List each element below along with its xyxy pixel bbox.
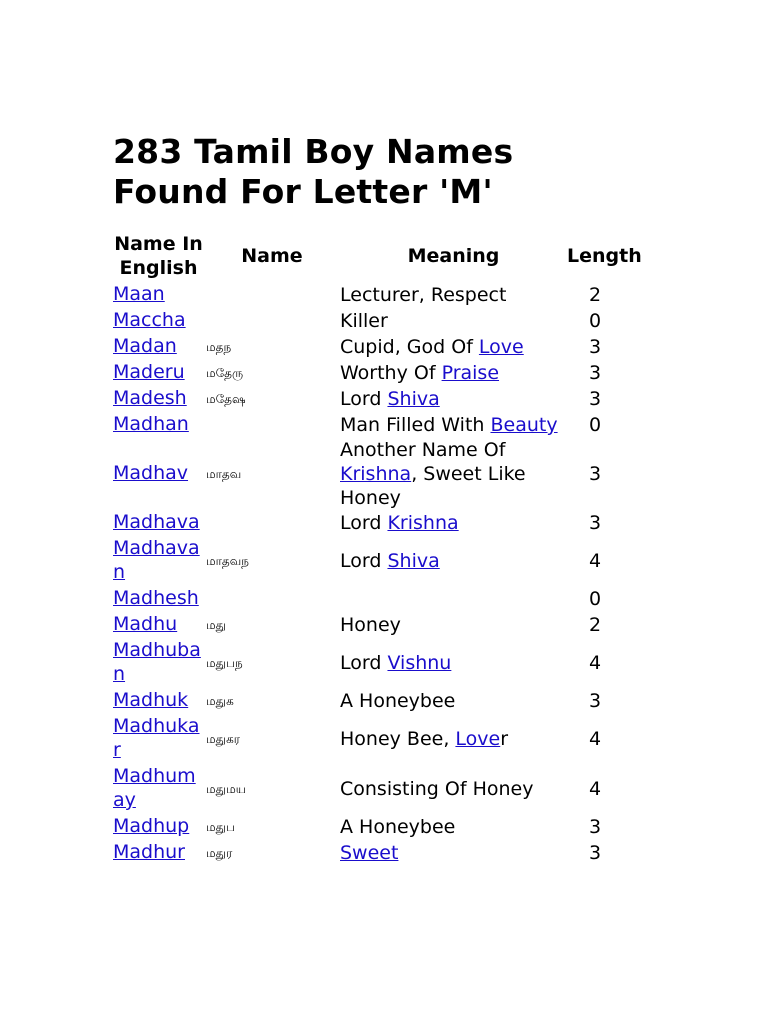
name-link[interactable]: Madhuban <box>113 639 201 685</box>
name-link[interactable]: Madan <box>113 335 177 357</box>
length-cell: 3 <box>588 690 602 712</box>
meaning-cell <box>340 638 567 688</box>
length-cell: 4 <box>588 550 602 572</box>
meaning-link[interactable]: Vishnu <box>387 652 452 674</box>
length-cell: 0 <box>588 310 602 332</box>
name-in-english-cell <box>113 510 204 536</box>
name-in-english-cell <box>113 688 204 714</box>
name-link[interactable]: Madhavan <box>113 537 200 583</box>
tamil-name-cell <box>204 510 340 536</box>
table-row <box>113 282 623 308</box>
length-cell: 3 <box>588 336 602 358</box>
meaning-text: Worthy Of <box>340 362 442 384</box>
meaning-text: Lord <box>340 550 388 572</box>
meaning-cell <box>340 438 567 510</box>
header-length: Length <box>567 245 642 267</box>
meaning-link[interactable]: Beauty <box>490 414 558 436</box>
meaning-text: Lord <box>340 512 388 534</box>
table-row <box>113 510 623 536</box>
name-in-english-cell <box>113 586 204 612</box>
meaning-link[interactable]: Love <box>478 336 524 358</box>
meaning-text: Man Filled With <box>340 414 491 436</box>
table-row <box>113 840 623 866</box>
meaning-cell <box>340 764 567 814</box>
meaning-cell <box>340 510 567 536</box>
name-link[interactable]: Maderu <box>113 361 185 383</box>
meaning-cell <box>340 308 567 334</box>
table-row <box>113 412 623 438</box>
length-cell: 3 <box>588 388 602 410</box>
meaning-link[interactable]: Praise <box>441 362 500 384</box>
document-page <box>113 132 642 866</box>
meaning-cell <box>340 334 567 360</box>
meaning-cell <box>340 536 567 586</box>
table-row <box>113 438 623 510</box>
meaning-cell <box>340 714 567 764</box>
meaning-cell <box>340 814 567 840</box>
meaning-link[interactable]: Sweet <box>340 842 399 864</box>
name-link[interactable]: Madhav <box>113 462 189 484</box>
tamil-name-cell <box>204 586 340 612</box>
name-in-english-cell <box>113 438 204 510</box>
meaning-text: Honey Bee, <box>340 728 456 750</box>
length-cell: 0 <box>588 588 602 610</box>
meaning-cell <box>340 612 567 638</box>
meaning-link[interactable]: Krishna <box>340 463 412 485</box>
header-meaning: Meaning <box>407 245 500 267</box>
meaning-cell <box>340 688 567 714</box>
meaning-text: Killer <box>340 310 388 332</box>
name-link[interactable]: Madhur <box>113 841 185 863</box>
table-row <box>113 536 623 586</box>
meaning-text: Lord <box>340 652 388 674</box>
meaning-link[interactable]: Love <box>455 728 501 750</box>
tamil-name-cell: மதுபந <box>206 656 243 670</box>
tamil-name-cell: மதுகர <box>206 732 240 746</box>
name-link[interactable]: Madhan <box>113 413 189 435</box>
name-link[interactable]: Madhuk <box>113 689 189 711</box>
tamil-name-cell <box>204 282 340 308</box>
meaning-cell <box>340 386 567 412</box>
tamil-name-cell <box>204 308 340 334</box>
table-row <box>113 360 623 386</box>
length-cell: 3 <box>588 463 602 485</box>
name-in-english-cell <box>113 386 204 412</box>
tamil-name-cell: மதுப <box>206 820 235 834</box>
tamil-name-cell: மதுமய <box>206 782 247 796</box>
table-row <box>113 386 623 412</box>
table-row <box>113 688 623 714</box>
length-cell: 4 <box>588 778 602 800</box>
name-in-english-cell <box>113 308 204 334</box>
tamil-name-cell: மதந <box>206 340 232 354</box>
table-row <box>113 308 623 334</box>
name-in-english-cell <box>113 282 204 308</box>
meaning-text: , Sweet Like Honey <box>340 463 526 509</box>
name-link[interactable]: Maan <box>113 283 165 305</box>
meaning-cell <box>340 282 567 308</box>
meaning-link[interactable]: Shiva <box>387 388 440 410</box>
name-in-english-cell <box>113 638 204 688</box>
name-link[interactable]: Madhu <box>113 613 178 635</box>
length-cell: 2 <box>588 284 602 306</box>
meaning-text: Lecturer, Respect <box>340 284 507 306</box>
length-cell: 3 <box>588 816 602 838</box>
tamil-name-cell: மதுர <box>206 846 233 860</box>
table-row <box>113 814 623 840</box>
tamil-name-cell <box>204 412 340 438</box>
meaning-cell <box>340 412 567 438</box>
table-row <box>113 764 623 814</box>
name-link[interactable]: Madhesh <box>113 587 199 609</box>
tamil-name-cell: மதேஷ <box>206 392 246 406</box>
name-in-english-cell <box>113 536 204 586</box>
header-name-in-english: Name In English <box>114 233 203 279</box>
length-cell: 3 <box>588 842 602 864</box>
table-row <box>113 714 623 764</box>
meaning-cell <box>340 840 567 866</box>
tamil-name-cell: மதேரு <box>206 366 244 380</box>
meaning-text: A Honeybee <box>340 690 456 712</box>
meaning-cell <box>340 586 567 612</box>
name-in-english-cell <box>113 840 204 866</box>
table-header-row <box>113 232 623 282</box>
name-in-english-cell <box>113 612 204 638</box>
name-link[interactable]: Madhukar <box>113 715 200 761</box>
length-cell: 3 <box>588 362 602 384</box>
table-row <box>113 586 623 612</box>
name-in-english-cell <box>113 714 204 764</box>
name-link[interactable]: Madhup <box>113 815 190 837</box>
length-cell: 0 <box>588 414 602 436</box>
table-row <box>113 334 623 360</box>
name-link[interactable]: Maccha <box>113 309 186 331</box>
table-body <box>113 282 623 866</box>
meaning-text: Lord <box>340 388 388 410</box>
names-table <box>113 232 642 866</box>
length-cell: 2 <box>588 614 602 636</box>
meaning-link[interactable]: Krishna <box>387 512 459 534</box>
tamil-name-cell: மாதவ <box>206 467 242 481</box>
name-link[interactable]: Madhumay <box>113 765 196 811</box>
name-link[interactable]: Madhava <box>113 511 200 533</box>
tamil-name-cell: மதுக <box>206 694 234 708</box>
length-cell: 4 <box>588 728 602 750</box>
tamil-name-cell: மது <box>206 618 227 632</box>
name-link[interactable]: Madesh <box>113 387 187 409</box>
length-cell: 3 <box>588 512 602 534</box>
table-row <box>113 612 623 638</box>
meaning-text: r <box>500 728 509 750</box>
table-row <box>113 638 623 688</box>
name-in-english-cell <box>113 360 204 386</box>
name-in-english-cell <box>113 814 204 840</box>
meaning-text: Cupid, God Of <box>340 336 479 358</box>
tamil-name-cell: மாதவந <box>206 554 249 568</box>
page-title: 283 Tamil Boy Names Found For Letter 'M' <box>113 132 514 211</box>
meaning-text: A Honeybee <box>340 816 456 838</box>
name-in-english-cell <box>113 412 204 438</box>
name-in-english-cell <box>113 764 204 814</box>
meaning-cell <box>340 360 567 386</box>
meaning-link[interactable]: Shiva <box>387 550 440 572</box>
meaning-text: Honey <box>340 614 401 636</box>
length-cell: 4 <box>588 652 602 674</box>
meaning-text: Another Name Of <box>340 439 506 461</box>
header-name: Name <box>241 245 303 267</box>
meaning-text: Consisting Of Honey <box>340 778 534 800</box>
name-in-english-cell <box>113 334 204 360</box>
